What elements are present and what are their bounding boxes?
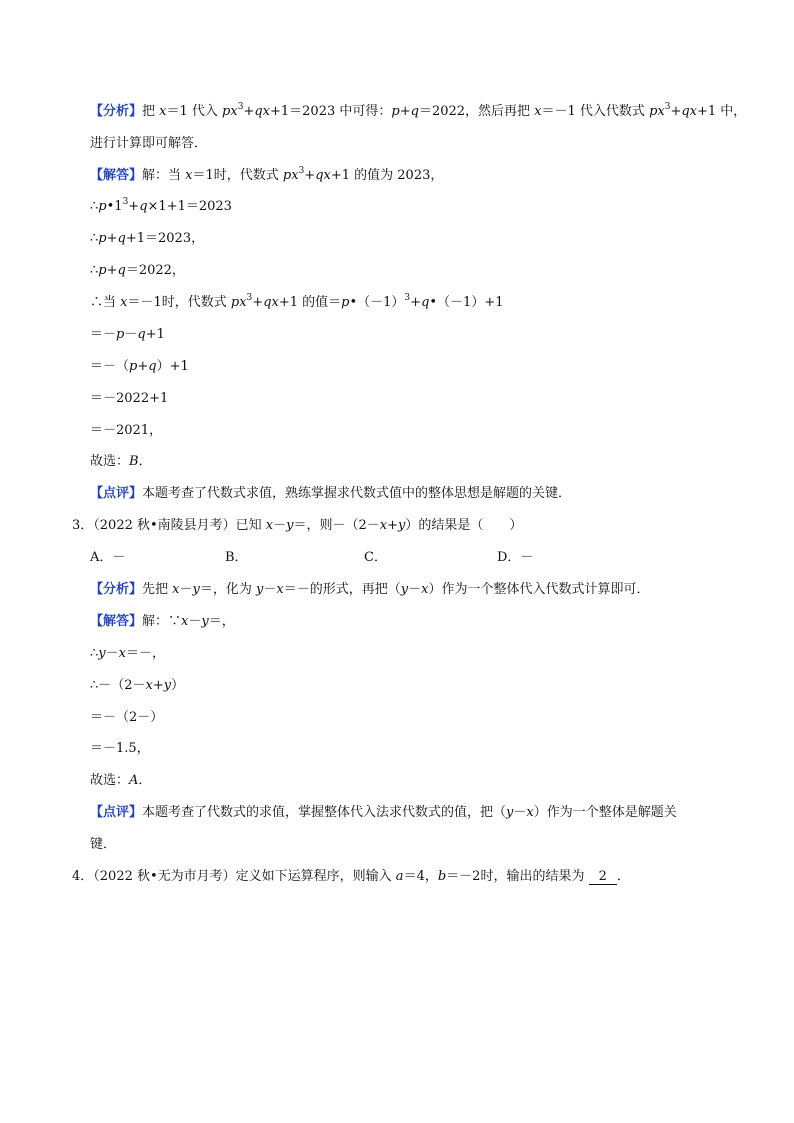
q3-option-c: C． [364,550,387,565]
analysis-tag: 【分析】 [90,582,143,597]
q3-choice: 故选：A． [90,773,152,788]
q3-step-3: ＝－（2－） [90,710,164,725]
q2-step-7: ＝－2022+1 [90,391,169,406]
q3-comment: 【点评】本题考查了代数式的求值，掌握整体代入法求代数式的值，把（y－x）作为一个整体是解题关 [90,805,677,820]
q3-stem: 3．（2022 秋•南陵县月考）已知 x－y＝，则－（2－x+y）的结果是（ ） [72,518,523,533]
q2-analysis-line2: 进行计算即可解答． [90,136,208,151]
q2-step-1: $\therefore p•1^3+q\times 1+1=2023$ [90,197,232,214]
q2-step-4: ∴当 x＝－1时，代数式 $px^3+qx+1$ 的值$=p•(-1)^3+q•(-1)+1$ [90,293,504,310]
q3-step-4: ＝－1.5， [90,741,150,756]
q3-step-2: ∴－（2－x+y） [90,678,185,693]
q4-stem: 4．（2022 秋•无为市月考）定义如下运算程序，则输入 a＝4，b＝－2时，输出的结果为 2 ． [72,869,630,884]
q3-option-a: A．－ [90,550,126,565]
q3-solution: 【解答】解：∵x－y＝， [90,614,235,629]
q2-step-5: ＝－p－q+1 [90,327,165,342]
q2-step-8: ＝－2021， [90,423,163,438]
q3-step-1: ∴y－x＝－， [90,646,166,661]
q3-comment-line2: 键． [90,837,117,852]
solution-tag: 【解答】 [90,614,143,629]
q3-option-d: D．－ [497,550,534,565]
q2-comment: 【点评】本题考查了代数式求值，熟练掌握求代数式值中的整体思想是解题的关键． [90,486,572,501]
q2-step-2: ∴p+q+1＝2023， [90,231,205,246]
comment-tag: 【点评】 [90,486,143,501]
analysis-tag: 【分析】 [90,104,143,119]
q3-analysis: 【分析】先把 x－y＝，化为 y－x＝－的形式，再把（y－x）作为一个整体代入代数式计算即可． [90,582,650,597]
q3-option-b: B． [225,550,248,565]
q2-step-6: ＝－（p+q）+1 [90,359,189,374]
comment-tag: 【点评】 [90,805,143,820]
q2-step-3: ∴p+q＝2022， [90,263,185,278]
solution-tag: 【解答】 [90,168,143,183]
q2-analysis-line1: 【分析】把 x＝1 代入 $px^3+qx+1=2023$ 中可得：p+q＝2022，然后再把 x＝－1 代入代数式 $px^3+qx+1$ 中， [90,102,747,119]
q2-choice: 故选：B． [90,454,152,469]
q2-solution-line: 【解答】解：当 x＝1时，代数式 $px^3+qx+1$ 的值为 2023， [90,166,444,183]
answer-blank: 2 [589,870,617,885]
